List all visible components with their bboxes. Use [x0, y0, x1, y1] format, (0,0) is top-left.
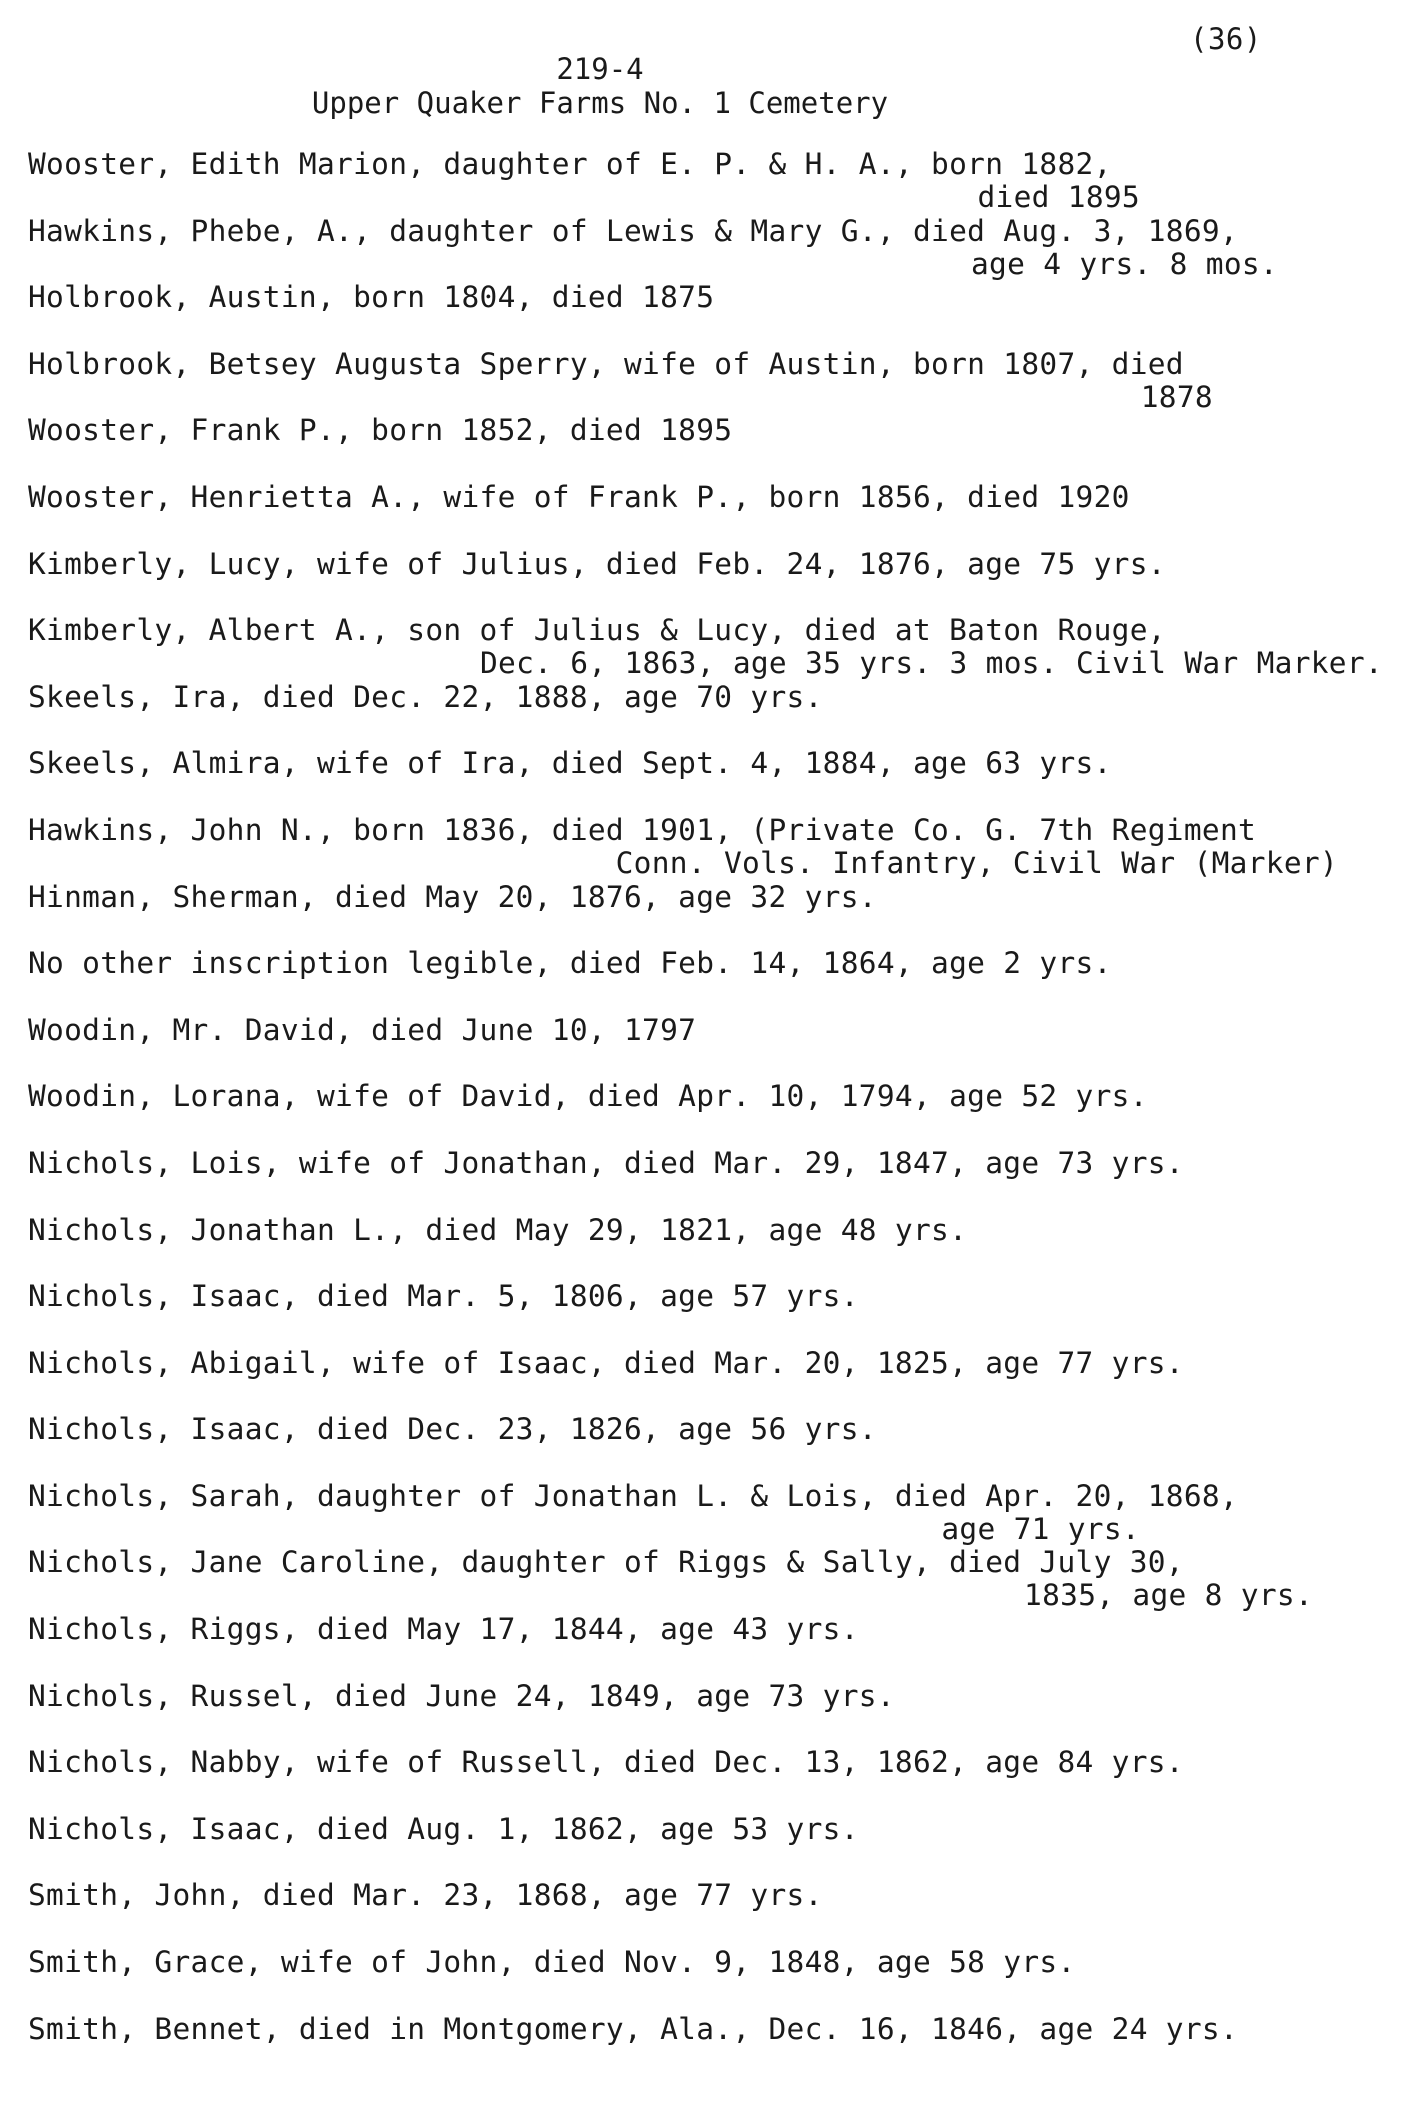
entry-continuation-line: Conn. Vols. Infantry, Civil War (Marker): [615, 845, 1338, 880]
burial-entry: [28, 614, 1398, 681]
entry-line: Nichols, Russel, died June 24, 1849, age 73 yrs.: [28, 1678, 895, 1713]
burial-entry: [28, 148, 1398, 215]
entry-line: Wooster, Henrietta A., wife of Frank P., born 1856, died 1920: [28, 479, 1130, 514]
entry-line: Wooster, Frank P., born 1852, died 1895: [28, 413, 733, 448]
entry-line: Wooster, Edith Marion, daughter of E. P. & H. A., born 1882,: [28, 147, 1112, 181]
entry-continuation-line: age 4 yrs. 8 mos.: [970, 246, 1278, 281]
entry-continuation-line: 1835, age 8 yrs.: [1024, 1578, 1313, 1613]
entry-continuation-line: 1878: [1140, 379, 1213, 414]
burial-entry: [28, 1280, 1398, 1347]
entry-line: Nichols, Isaac, died Aug. 1, 1862, age 53 yrs.: [28, 1811, 859, 1846]
burial-entry: [28, 2013, 1398, 2080]
entry-line: Kimberly, Lucy, wife of Julius, died Feb. 24, 1876, age 75 yrs.: [28, 546, 1166, 581]
entry-line: Smith, John, died Mar. 23, 1868, age 77 yrs.: [28, 1878, 823, 1913]
burial-entry: [28, 1347, 1398, 1414]
page-number: (36): [1190, 22, 1262, 56]
burial-entry: [28, 747, 1398, 814]
entry-line: Hawkins, Phebe, A., daughter of Lewis & Mary G., died Aug. 3, 1869,: [28, 213, 1239, 248]
entry-line: Smith, Grace, wife of John, died Nov. 9, 1848, age 58 yrs.: [28, 1945, 1076, 1980]
entry-line: Kimberly, Albert A., son of Julius & Lucy, died at Baton Rouge,: [28, 613, 1166, 648]
burial-entry: [28, 881, 1398, 948]
burial-entry: [28, 1613, 1398, 1680]
burial-entry: [28, 548, 1398, 615]
record-code: 219-4: [556, 52, 644, 86]
burial-entry: [28, 1546, 1398, 1613]
entry-line: Woodin, Lorana, wife of David, died Apr. 10, 1794, age 52 yrs.: [28, 1079, 1148, 1114]
entry-line: Nichols, Abigail, wife of Isaac, died Mar. 20, 1825, age 77 yrs.: [28, 1345, 1184, 1380]
burial-entry-list: [28, 148, 1398, 2079]
burial-entry: [28, 1480, 1398, 1547]
burial-entry: [28, 1214, 1398, 1281]
entry-line: Holbrook, Austin, born 1804, died 1875: [28, 280, 715, 315]
entry-line: Hawkins, John N., born 1836, died 1901, (Private Co. G. 7th Regiment: [28, 812, 1257, 847]
entry-line: Nichols, Jane Caroline, daughter of Riggs & Sally, died July 30,: [28, 1545, 1184, 1580]
burial-entry: [28, 1680, 1398, 1747]
entry-line: Smith, Bennet, died in Montgomery, Ala., Dec. 16, 1846, age 24 yrs.: [28, 2011, 1239, 2046]
burial-entry: [28, 1014, 1398, 1081]
entry-line: Nichols, Sarah, daughter of Jonathan L. & Lois, died Apr. 20, 1868,: [28, 1478, 1239, 1513]
entry-line: No other inscription legible, died Feb. 14, 1864, age 2 yrs.: [28, 946, 1112, 981]
burial-entry: [28, 681, 1398, 748]
burial-entry: [28, 1413, 1398, 1480]
entry-line: Nichols, Lois, wife of Jonathan, died Mar. 29, 1847, age 73 yrs.: [28, 1145, 1184, 1180]
burial-entry: [28, 1746, 1398, 1813]
burial-entry: [28, 1813, 1398, 1880]
burial-entry: [28, 947, 1398, 1014]
entry-line: Woodin, Mr. David, died June 10, 1797: [28, 1012, 697, 1047]
burial-entry: [28, 281, 1398, 348]
entry-line: Nichols, Jonathan L., died May 29, 1821, age 48 yrs.: [28, 1212, 968, 1247]
entry-continuation-line: Dec. 6, 1863, age 35 yrs. 3 mos. Civil War Marker.: [479, 646, 1383, 681]
document-header: [0, 52, 1200, 120]
burial-entry: [28, 814, 1398, 881]
entry-continuation-line: age 71 yrs.: [941, 1511, 1140, 1546]
burial-entry: [28, 1080, 1398, 1147]
entry-line: Nichols, Riggs, died May 17, 1844, age 43 yrs.: [28, 1612, 859, 1647]
burial-entry: [28, 1879, 1398, 1946]
cemetery-title: Upper Quaker Farms No. 1 Cemetery: [311, 86, 889, 120]
burial-entry: [28, 348, 1398, 415]
burial-entry: [28, 481, 1398, 548]
entry-line: Nichols, Nabby, wife of Russell, died Dec. 13, 1862, age 84 yrs.: [28, 1745, 1184, 1780]
entry-line: Nichols, Isaac, died Mar. 5, 1806, age 57 yrs.: [28, 1279, 859, 1314]
entry-line: Skeels, Ira, died Dec. 22, 1888, age 70 yrs.: [28, 679, 823, 714]
entry-continuation-line: died 1895: [977, 180, 1140, 214]
burial-entry: [28, 215, 1398, 282]
entry-line: Skeels, Almira, wife of Ira, died Sept. 4, 1884, age 63 yrs.: [28, 746, 1112, 781]
entry-line: Holbrook, Betsey Augusta Sperry, wife of Austin, born 1807, died: [28, 346, 1184, 381]
burial-entry: [28, 1946, 1398, 2013]
entry-line: Hinman, Sherman, died May 20, 1876, age 32 yrs.: [28, 879, 877, 914]
entry-line: Nichols, Isaac, died Dec. 23, 1826, age 56 yrs.: [28, 1412, 877, 1447]
burial-entry: [28, 1147, 1398, 1214]
burial-entry: [28, 414, 1398, 481]
